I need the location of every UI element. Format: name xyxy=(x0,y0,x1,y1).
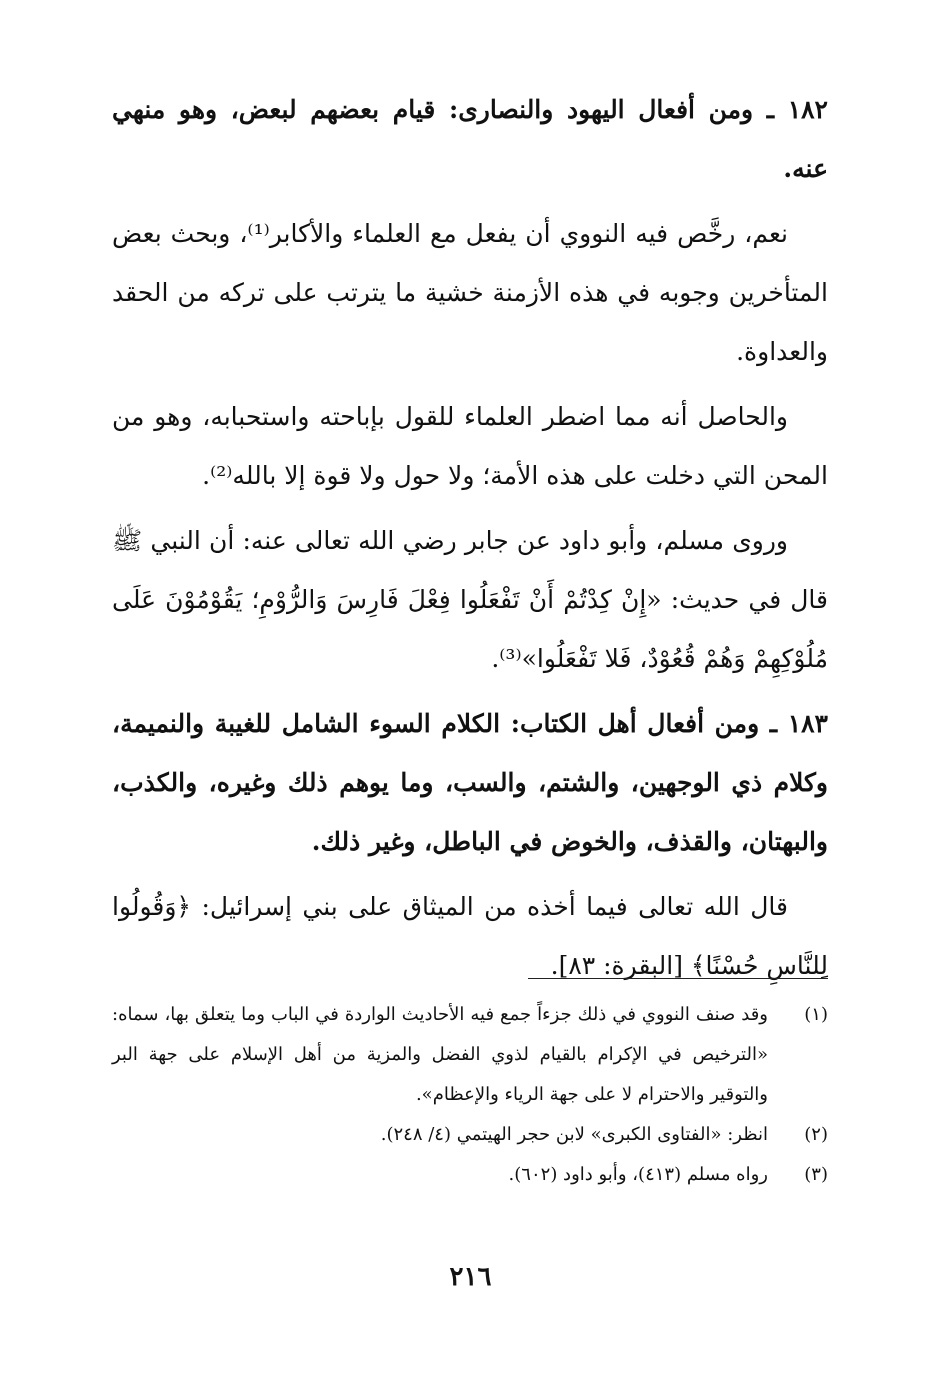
footnote-marker: (١) xyxy=(804,1004,828,1025)
footnote-3 xyxy=(112,1155,828,1195)
section-182-nawawi-paragraph: نعم، رخَّص فيه النووي أن يفعل مع العلماء والأكابر⁽¹⁾، وبحث بعض المتأخرين وجوبه في هذه الأزمنة خشية ما يترتب على تركه من الحقد والعداوة. xyxy=(112,219,828,366)
footnote-text: انظر: «الفتاوى الكبرى» لابن حجر الهيتمي (٤/ ٢٤٨). xyxy=(380,1124,768,1145)
footnote-marker: (٢) xyxy=(804,1124,828,1145)
section-183-heading: ١٨٣ ـ ومن أفعال أهل الكتاب: الكلام السوء الشامل للغيبة والنميمة، وكلام ذي الوجهين، والشتم، والسب، وما يوهم ذلك وغيره، والكذب، والبهتان، والقذف، والخوض في الباطل، وغير ذلك. xyxy=(112,709,828,856)
footnote-2 xyxy=(112,1115,828,1155)
section-182-heading: ١٨٢ ـ ومن أفعال اليهود والنصارى: قيام بعضهم لبعض، وهو منهي عنه. xyxy=(112,95,828,183)
section-182-conclusion-paragraph: والحاصل أنه مما اضطر العلماء للقول بإباحته واستحبابه، وهو من المحن التي دخلت على هذه الأمة؛ ولا حول ولا قوة إلا بالله⁽²⁾. xyxy=(112,402,828,490)
page-number: ٢١٦ xyxy=(449,1262,492,1292)
section-182-hadith-paragraph: وروى مسلم، وأبو داود عن جابر رضي الله تعالى عنه: أن النبي ﷺ قال في حديث: «إِنْ كِدْتُمْ أَنْ تَفْعَلُوا فِعْلَ فَارِسَ وَالرُّوْمِ؛ يَقُوْمُوْنَ عَلَى مُلُوْكِهِمْ وَهُمْ قُعُوْدٌ، فَلا تَفْعَلُوا»⁽³⁾. xyxy=(112,526,828,673)
footnote-marker: (٣) xyxy=(804,1164,828,1185)
page-body xyxy=(112,80,828,1001)
footnote-divider xyxy=(528,978,828,979)
footnote-text: رواه مسلم (٤١٣)، وأبو داود (٦٠٢). xyxy=(508,1164,768,1185)
footnotes-section xyxy=(112,995,828,1195)
footnote-1 xyxy=(112,995,828,1115)
section-183-verse-paragraph: قال الله تعالى فيما أخذه من الميثاق على بني إسرائيل: ﴿وَقُولُوا لِلنَّاسِ حُسْنًا﴾ [البقرة: ٨٣]. xyxy=(112,892,828,980)
footnote-text: وقد صنف النووي في ذلك جزءاً جمع فيه الأحاديث الواردة في الباب وما يتعلق بها، سماه: «الترخيص في الإكرام بالقيام لذوي الفضل والمزية من أهل الإسلام على جهة البر والتوقير والاحترام لا على جهة الرياء والإعظام». xyxy=(112,1004,768,1105)
